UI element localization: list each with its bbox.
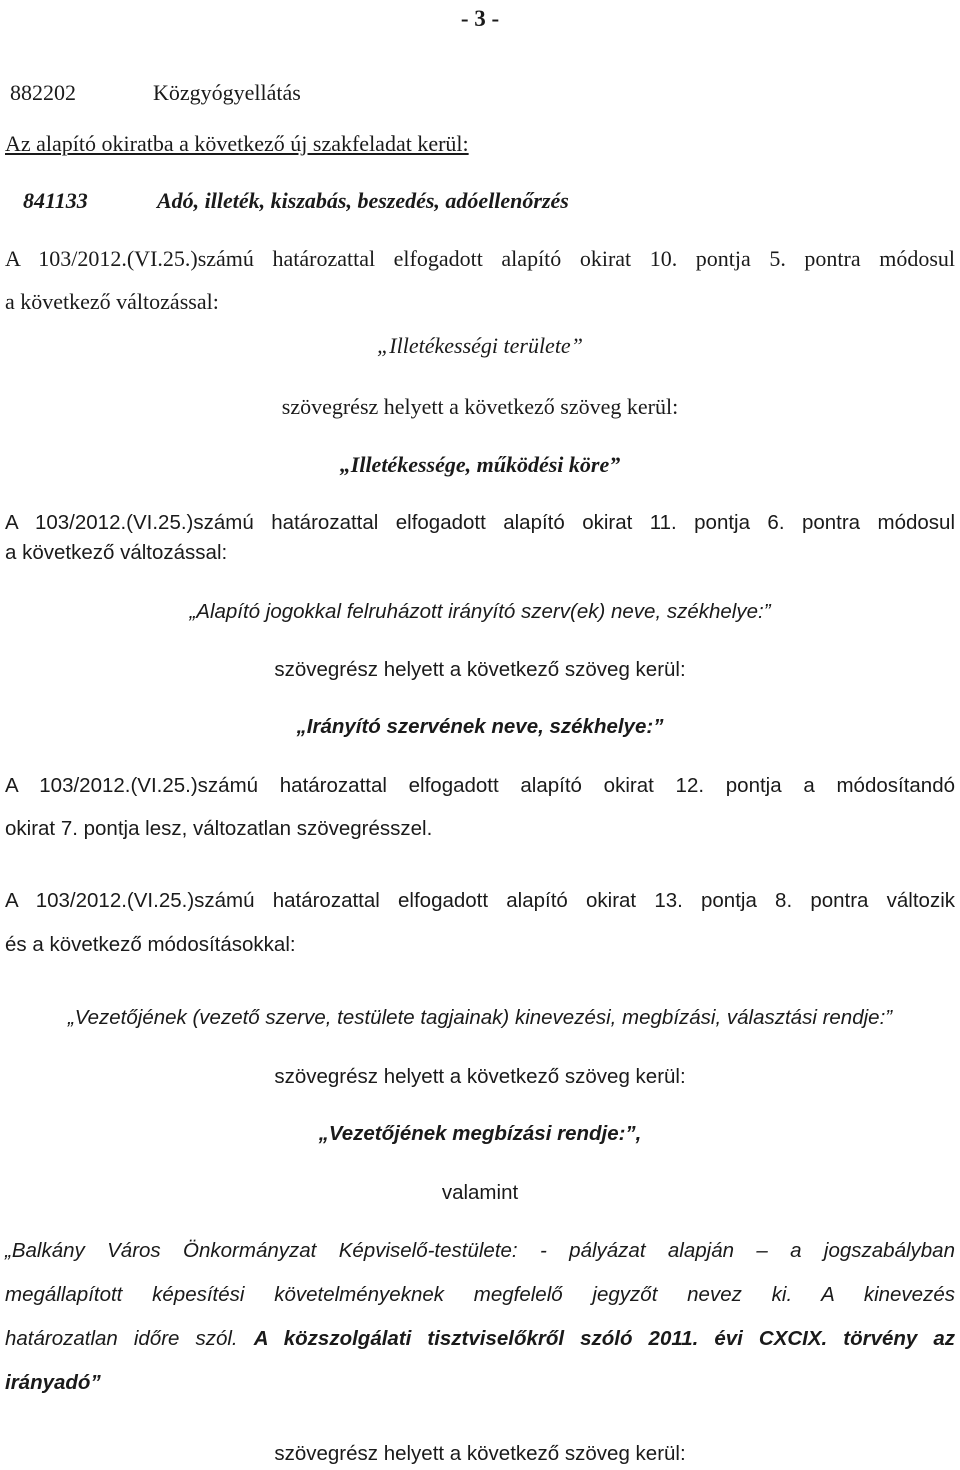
quoted-paragraph-line3 xyxy=(5,1325,955,1353)
quoted-paragraph-line4: irányadó” xyxy=(5,1371,101,1394)
old-text-quote: „Alapító jogokkal felruházott irányító szerv(ek) neve, székhelye:” xyxy=(189,600,771,623)
new-task-row xyxy=(0,187,960,217)
amendment-11-line1: A 103/2012.(VI.25.)számú határozattal elfogadott alapító okirat 11. pontja 6. pontra módosul xyxy=(5,511,955,534)
amendment-12-line2: okirat 7. pontja lesz, változatlan szövegrésszel. xyxy=(5,817,433,840)
new-text-quote: „Vezetőjének megbízási rendje:”, xyxy=(318,1122,642,1145)
replace-note: szövegrész helyett a következő szöveg kerül: xyxy=(274,658,686,681)
task-name: Közgyógyellátás xyxy=(153,80,301,105)
old-text-quote: „Illetékességi területe” xyxy=(377,333,583,358)
connector-text: valamint xyxy=(441,1181,519,1204)
amendment-10-line2: a következő változással: xyxy=(5,289,219,314)
amendment-13-line1: A 103/2012.(VI.25.)számú határozattal elfogadott alapító okirat 13. pontja 8. pontra változik xyxy=(5,889,955,912)
replace-note: szövegrész helyett a következő szöveg kerül: xyxy=(281,394,679,419)
quoted-paragraph-line3-part2: A közszolgálati tisztviselőkről szóló 2011. évi CXCIX. törvény az xyxy=(253,1327,956,1350)
removed-task-row xyxy=(0,79,960,109)
task-code: 882202 xyxy=(10,80,76,105)
replace-note: szövegrész helyett a következő szöveg kerül: xyxy=(274,1442,686,1465)
new-task-heading: Az alapító okiratba a következő új szakfeladat kerül: xyxy=(5,131,469,156)
amendment-10-line1: A 103/2012.(VI.25.)számú határozattal elfogadott alapító okirat 10. pontja 5. pontra módosul xyxy=(5,246,955,271)
quoted-paragraph-line3-part1: határozatlan időre szól. xyxy=(5,1327,238,1350)
replace-note: szövegrész helyett a következő szöveg kerül: xyxy=(274,1065,686,1088)
new-task-code: 841133 xyxy=(23,188,88,213)
page-number: - 3 - xyxy=(460,6,500,31)
new-text-quote: „Irányító szervének neve, székhelye:” xyxy=(296,715,664,738)
quoted-paragraph-line2: megállapított képesítési követelményeknek megfelelő jegyzőt nevez ki. A kinevezés xyxy=(5,1283,955,1306)
amendment-11-line2: a következő változással: xyxy=(5,541,228,564)
old-text-quote: „Vezetőjének (vezető szerve, testülete tagjainak) kinevezési, megbízási, választási rendje:” xyxy=(67,1006,893,1029)
new-text-quote: „Illetékessége, működési köre” xyxy=(339,452,621,477)
quoted-paragraph-line1: „Balkány Város Önkormányzat Képviselő-testülete: - pályázat alapján – a jogszabályban xyxy=(5,1239,955,1262)
amendment-12-line1: A 103/2012.(VI.25.)számú határozattal elfogadott alapító okirat 12. pontja a módosítandó xyxy=(5,774,955,797)
amendment-13-line2: és a következő módosításokkal: xyxy=(5,933,296,956)
new-task-name: Adó, illeték, kiszabás, beszedés, adóellenőrzés xyxy=(157,188,569,213)
